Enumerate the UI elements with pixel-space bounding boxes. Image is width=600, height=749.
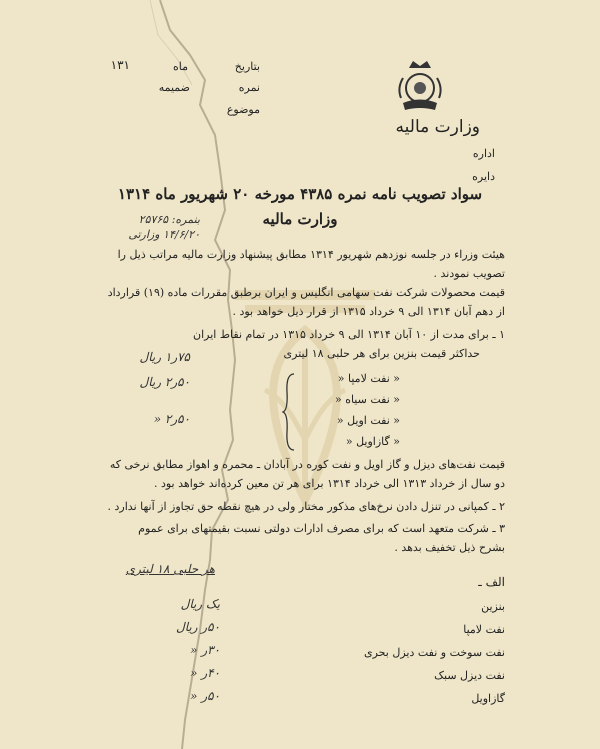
number-label: نمره <box>238 81 260 94</box>
table-row-label: گازاویل <box>471 692 505 705</box>
sub-item: « نفت اویل « <box>336 414 400 427</box>
department-label: دایره <box>472 170 495 183</box>
date-year: ۱۳۱ <box>110 58 130 72</box>
rate-1: ۷۵ر۱ ریال <box>139 350 190 364</box>
table-row-label: نفت سوخت و نفت دیزل بحری <box>363 646 505 659</box>
sub-item: « نفت سیاه « <box>334 393 400 406</box>
paragraph-line-2: از دهم آبان ۱۳۱۴ الی ۹ خرداد ۱۳۱۵ از قرار ذیل خواهد بود . <box>232 305 505 318</box>
rate-3: ۵۰ر۲ « <box>153 412 190 426</box>
table-row-value: ۳۰ر « <box>190 643 220 657</box>
item-3-continued: بشرح ذیل تخفیف بدهد . <box>394 541 505 554</box>
intro-line-2: تصویب نمودند . <box>433 267 505 280</box>
section-alef: الف ـ <box>478 575 505 589</box>
ministry-line: وزارت مالیه <box>262 210 338 228</box>
attachment-label: ضمیمه <box>158 81 190 94</box>
intro-line-1: هیئت وزراء در جلسه نوزدهم شهریور ۱۳۱۴ مطابق پیشنهاد وزارت مالیه مراتب ذیل را <box>117 248 505 261</box>
date-label: بتاریخ <box>234 60 260 73</box>
reference-number: بنمره: ۲۵۷۶۵ <box>138 213 200 226</box>
subject-label: موضوع <box>226 103 260 116</box>
item-2: ۲ ـ کمپانی در تنزل دادن نرخ‌های مذکور مختار ولی در هیچ نقطه حق تجاوز از آنها ندارد . <box>107 500 505 513</box>
reference-date: ۱۴/۶/۲۰ وزارتی <box>128 228 200 241</box>
rate-2: ۵۰ر۲ ریال <box>139 375 190 389</box>
table-row-label: بنزین <box>481 600 505 613</box>
item-3: ۳ ـ شرکت متعهد است که برای مصرف ادارات دولتی نسبت بقیمتهای برای عموم <box>138 522 505 535</box>
table-row-value: ۵۰ر ریال <box>175 620 220 634</box>
paragraph-line-1: قیمت محصولات شرکت نفت سهامی انگلیس و ایران برطبق مقررات ماده (۱۹) قرارداد <box>107 286 505 299</box>
month-label: ماه <box>172 60 188 73</box>
table-row-value: ۴۰ر « <box>190 666 220 680</box>
table-row-label: نفت دیزل سبک <box>434 669 505 682</box>
sub-item: « نفت لامپا « <box>337 372 400 385</box>
paragraph-line-3: قیمت نفت‌های دیزل و گاز اویل و نفت کوره در آبادان ـ محمره و اهواز مطابق نرخی که <box>109 458 505 471</box>
table-row-label: نفت لامپا <box>463 623 505 636</box>
brace-icon <box>282 372 298 452</box>
paragraph-line-4: دو سال از خرداد ۱۳۱۳ الی خرداد ۱۳۱۴ برای هر تن معین کرده‌اند خواهد بود . <box>153 477 505 490</box>
ministry-name: وزارت مالیه <box>395 117 480 137</box>
item-1: ۱ ـ برای مدت از ۱۰ آبان ۱۳۱۴ الی ۹ خرداد ۱۳۱۵ در تمام نقاط ایران <box>193 328 505 341</box>
table-header: هر حلبی ۱۸ لیتری <box>125 562 215 576</box>
document-title: سواد تصویب نامه نمره ۴۳۸۵ مورخه ۲۰ شهریور ماه ۱۳۱۴ <box>117 185 483 203</box>
sub-item: « گازاویل « <box>345 435 400 448</box>
office-label: اداره <box>472 147 495 160</box>
table-row-value: ۵۰ر « <box>190 689 220 703</box>
item-1-heading: حداکثر قیمت بنزین برای هر حلبی ۱۸ لیتری <box>283 347 480 360</box>
table-row-value: یک ریال <box>180 597 220 611</box>
